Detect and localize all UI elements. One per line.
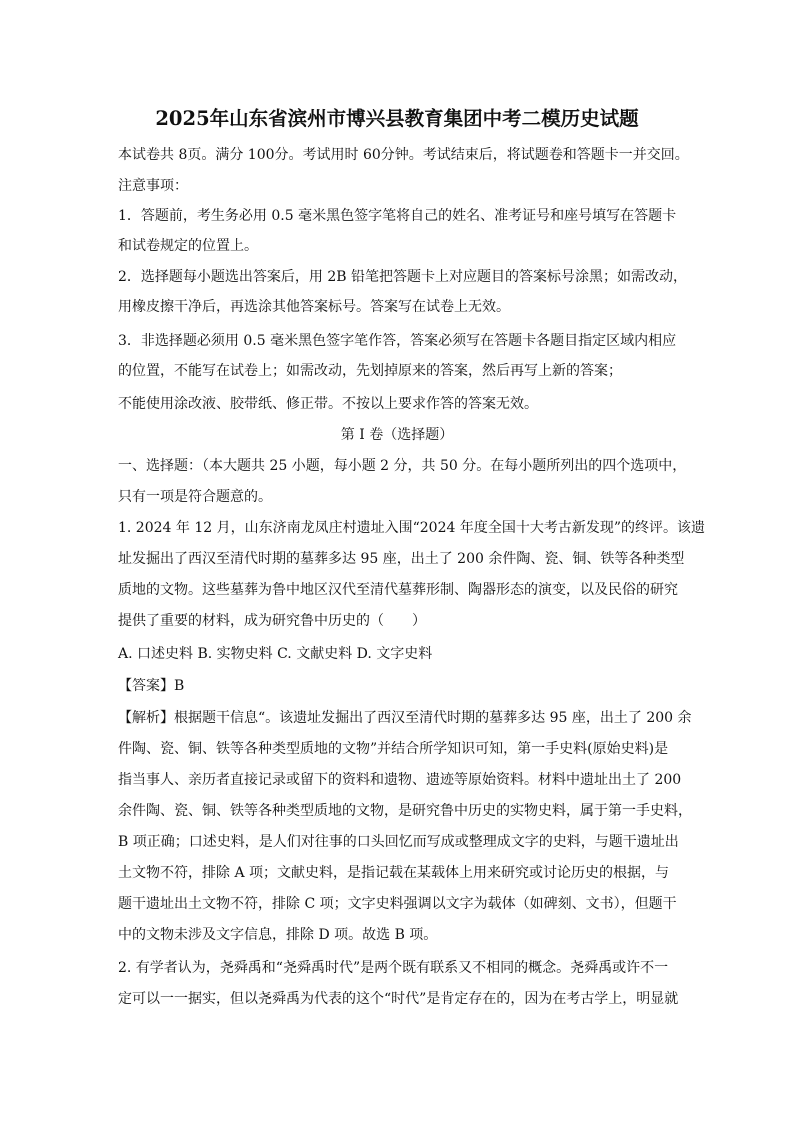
note-2-line-2: 用橡皮擦干净后，再选涂其他答案标号。答案写在试卷上无效。 — [118, 299, 510, 315]
question-1-answer: 【答案】B — [118, 678, 185, 694]
question-1-stem-line-2: 址发掘出了西汉至清代时期的墓葬多达 95 座，出土了 200 余件陶、瓷、铜、铁等各种类型 — [118, 551, 685, 567]
question-1-stem-line-1: 1. 2024 年 12 月，山东济南龙凤庄村遗址入围“2024 年度全国十大考古新发现”的终评。该遗 — [118, 520, 705, 536]
question-1-stem-line-3: 质地的文物。这些墓葬为鲁中地区汉代至清代墓葬形制、陶器形态的演变，以及民俗的研究 — [118, 582, 678, 598]
part-heading-line-1: 一、选择题：（本大题共 25 小题，每小题 2 分，共 50 分。在每小题所列出的四个选项中， — [118, 458, 687, 474]
note-1-line-2: 和试卷规定的位置上。 — [118, 238, 258, 254]
document-title: 2025年山东省滨州市博兴县教育集团中考二模历史试题 — [155, 107, 639, 130]
question-1-analysis-line-1: 【解析】根据题干信息“。该遗址发掘出了西汉至清代时期的墓葬多达 95 座，出土了 200 余 — [118, 710, 692, 726]
question-1-analysis-line-3: 指当事人、亲历者直接记录或留下的资料和遗物、遗迹等原始资料。材料中遗址出土了 200 — [118, 772, 682, 788]
exam-intro: 本试卷共 8页。满分 100分。考试用时 60分钟。考试结束后，将试题卷和答题卡一并交回。 — [118, 147, 689, 163]
note-3-line-3: 不能使用涂改液、胶带纸、修正带。不按以上要求作答的答案无效。 — [118, 396, 538, 412]
notice-heading: 注意事项： — [118, 178, 188, 194]
question-1-analysis-line-7: 题干遗址出土文物不符，排除 C 项；文字史料强调以文字为载体（如碑刻、文书），但题干 — [118, 896, 677, 912]
note-3-line-1: 3．非选择题必须用 0.5 毫米黑色签字笔作答，答案必须写在答题卡各题目指定区域内相应 — [118, 333, 677, 349]
part-heading-line-2: 只有一项是符合题意的。 — [118, 489, 272, 505]
question-2-stem-line-2: 定可以一一据实，但以尧舜禹为代表的这个“时代”是肯定存在的，因为在考古学上，明显就 — [118, 991, 679, 1007]
note-3-line-2: 的位置，不能写在试卷上；如需改动，先划掉原来的答案，然后再写上新的答案； — [118, 363, 622, 379]
question-1-analysis-line-4: 余件陶、瓷、铜、铁等各种类型质地的文物，是研究鲁中历史的实物史料，属于第一手史料， — [118, 803, 692, 819]
question-1-analysis-line-8: 中的文物未涉及文字信息，排除 D 项。故选 B 项。 — [118, 927, 438, 943]
section-title: 第 I 卷（选择题） — [340, 427, 454, 443]
question-1-stem-line-4: 提供了重要的材料，成为研究鲁中历史的（ ） — [118, 613, 426, 629]
note-1-line-1: 1．答题前，考生务必用 0.5 毫米黑色签字笔将自己的姓名、准考证号和座号填写在答题卡 — [118, 208, 677, 224]
question-1-options: A. 口述史料 B. 实物史料 C. 文献史料 D. 文字史料 — [118, 646, 433, 662]
question-1-analysis-line-5: B 项正确；口述史料，是人们对往事的口头回忆而写成或整理成文字的史料，与题干遗址出 — [118, 834, 679, 850]
note-2-line-1: 2．选择题每小题选出答案后，用 2B 铅笔把答题卡上对应题目的答案标号涂黑；如需改动， — [118, 269, 688, 285]
question-1-analysis-line-2: 件陶、瓷、铜、铁等各种类型质地的文物”并结合所学知识可知，第一手史料(原始史料)是 — [118, 741, 669, 757]
question-1-analysis-line-6: 土文物不符，排除 A 项；文献史料，是指记载在某载体上用来研究或讨论历史的根据，与 — [118, 865, 670, 881]
question-2-stem-line-1: 2. 有学者认为，尧舜禹和“尧舜禹时代”是两个既有联系又不相同的概念。尧舜禹或许不一 — [118, 960, 669, 976]
